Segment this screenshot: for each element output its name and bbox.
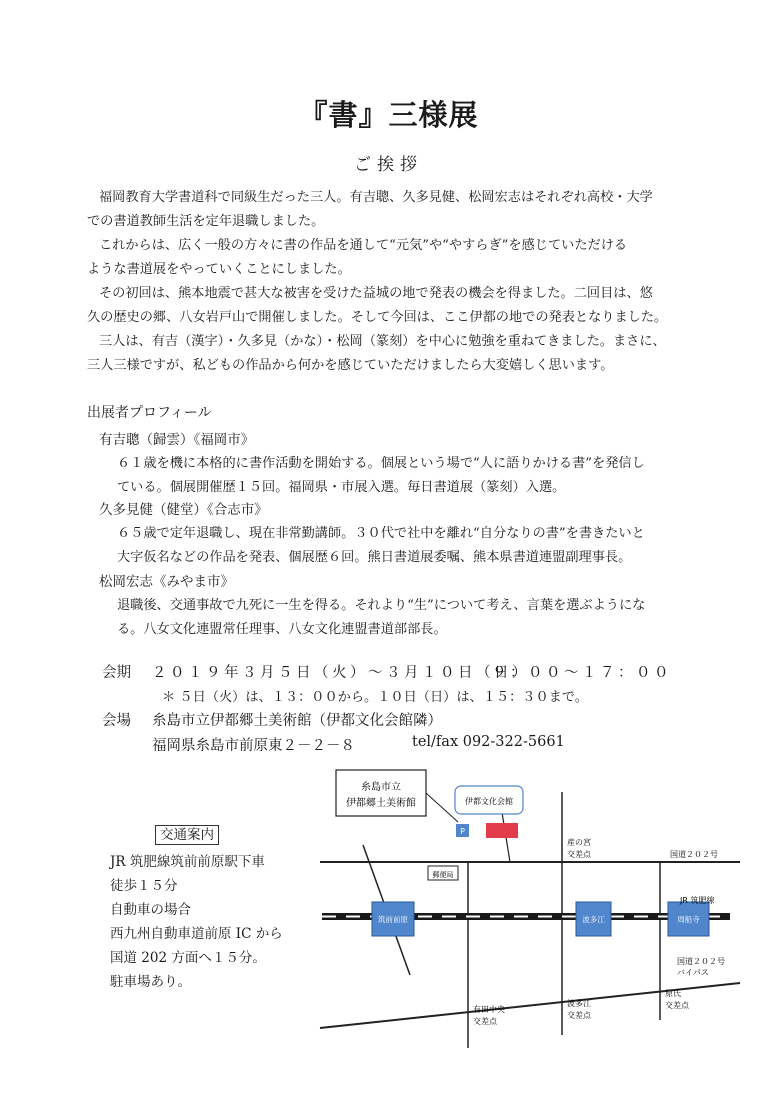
venue-address: 福岡県糸島市前原東２－２－８ bbox=[152, 738, 355, 754]
greeting-title: ご挨拶 bbox=[354, 155, 423, 175]
venue-label: 会場 bbox=[102, 713, 131, 729]
venue-tel: tel/fax 092-322-5661 bbox=[412, 734, 565, 750]
post-office-label: 郵便局 bbox=[432, 871, 454, 879]
access-line: 西九州自動車道前原 IC から bbox=[110, 926, 283, 942]
intersection-label: 交差点 bbox=[665, 1001, 689, 1010]
access-line: 国道 202 方面へ１５分。 bbox=[110, 950, 266, 966]
venue-name: 糸島市立伊都郷土美術館（伊都文化会館隣） bbox=[152, 713, 442, 729]
artist-bio-line: ている。個展開催歴１５回。福岡県・市展入選。毎日書道展（篆刻）入選。 bbox=[117, 480, 566, 495]
station-label: 波多江 bbox=[582, 915, 605, 924]
period-dates: ２０１９年３月５日（火）～３月１０日（日） bbox=[152, 665, 530, 681]
greeting-line: ような書道展をやっていくことにしました。 bbox=[87, 262, 351, 277]
intersection-label: 産の宮 bbox=[567, 838, 591, 847]
profile-heading: 出展者プロフィール bbox=[87, 405, 212, 421]
museum-label: 伊都郷土美術館 bbox=[346, 798, 416, 809]
museum-pointer bbox=[426, 793, 458, 822]
period-note: ＊ ５日（火）は、１３：００から。１０日（日）は、１５：３０まで。 bbox=[162, 690, 588, 705]
artist-bio-line: ６５歳で定年退職し、現在非常勤講師。３０代で社中を離れ“自分なりの書”を書きたいと bbox=[117, 526, 645, 541]
artist-bio-line: ６１歳を機に本格的に書作活動を開始する。個展という場で“人に語りかける書”を発信し bbox=[117, 456, 645, 471]
intersection-label: 交差点 bbox=[567, 850, 591, 859]
access-line: 駐車場あり。 bbox=[110, 974, 191, 990]
intersection-label: 有田中央 bbox=[473, 1005, 505, 1014]
access-line: 徒歩１５分 bbox=[110, 878, 178, 894]
intersection-label: 交差点 bbox=[473, 1017, 497, 1026]
access-line: 自動車の場合 bbox=[110, 902, 191, 918]
bypass-label: バイパス bbox=[677, 968, 709, 977]
intersection-label: 原氏 bbox=[665, 989, 681, 998]
artist-name: 松岡宏志《みやま市》 bbox=[99, 574, 234, 590]
artist-bio-line: る。八女文化連盟常任理事、八女文化連盟書道部部長。 bbox=[117, 622, 447, 637]
exhibition-title: 『書』三様展 bbox=[298, 98, 479, 132]
artist-bio-line: 退職後、交通事故で九死に一生を得る。それより“生”について考え、言葉を選ぶようにな bbox=[117, 598, 646, 613]
jr-line-label: JR 筑肥線 bbox=[680, 896, 715, 905]
parking-icon: P bbox=[460, 827, 465, 836]
intersection-label: 交差点 bbox=[567, 1011, 591, 1020]
access-title: 交通案内 bbox=[155, 825, 219, 845]
museum-label: 糸島市立 bbox=[361, 782, 401, 793]
period-label: 会期 bbox=[102, 665, 131, 681]
artist-name: 有吉聰（歸雲）《福岡市》 bbox=[99, 432, 255, 448]
artist-name: 久多見健（健堂）《合志市》 bbox=[99, 502, 268, 518]
greeting-line: これからは、広く一般の方々に書の作品を通して“元気”や“やすらぎ”を感じていただける bbox=[99, 238, 628, 253]
route202-label: 国道２０２号 bbox=[670, 850, 718, 859]
station-label: 筑前前原 bbox=[378, 915, 408, 924]
intersection-label: 波多江 bbox=[567, 999, 591, 1008]
museum-box bbox=[336, 770, 426, 816]
greeting-line: 久の歴史の郷、八女岩戸山で開催しました。そして今回は、ここ伊都の地での発表となりました。 bbox=[87, 310, 668, 325]
museum-marker bbox=[486, 823, 518, 838]
artist-bio-line: 大字仮名などの作品を発表、個展歴６回。熊日書道展委嘱、熊本県書道連盟副理事長。 bbox=[117, 550, 632, 565]
greeting-line: 三人は、有吉（漢字）・久多見（かな）・松岡（篆刻）を中心に勉強を重ねてきました。まさに、 bbox=[99, 334, 666, 349]
period-hours: ９：００～１７：００ bbox=[492, 665, 672, 681]
greeting-line: その初回は、熊本地震で甚大な被害を受けた益城の地で発表の機会を得ました。二回目は、悠 bbox=[99, 286, 653, 301]
culture-hall-label: 伊都文化会館 bbox=[465, 797, 513, 806]
greeting-line: 三人三様ですが、私どもの作品から何かを感じていただけましたら大変嬉しく思います。 bbox=[87, 358, 614, 373]
bypass-label: 国道２０２号 bbox=[677, 957, 725, 966]
greeting-line: での書道教師生活を定年退職しました。 bbox=[87, 214, 325, 229]
access-line: JR 筑肥線筑前前原駅下車 bbox=[110, 854, 265, 870]
station-label: 周船寺 bbox=[677, 915, 700, 924]
greeting-line: 福岡教育大学書道科で同級生だった三人。有吉聰、久多見健、松岡宏志はそれぞれ高校・大学 bbox=[99, 190, 653, 205]
